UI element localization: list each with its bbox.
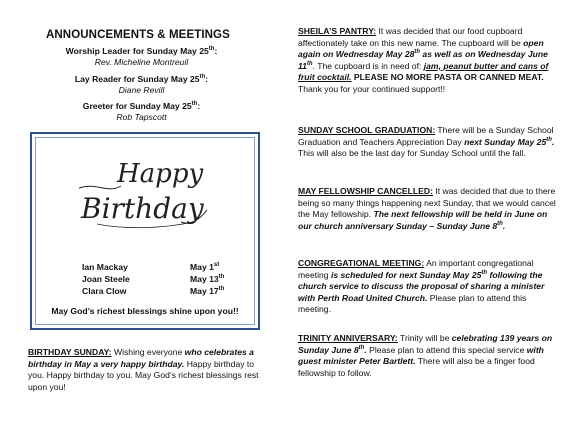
sheilas-pantry-text-4: . The cupboard is in need of: [312,60,424,71]
sheilas-pantry-paragraph [298,26,560,96]
birthday-date-block [190,274,224,284]
birthday-sunday-paragraph [28,347,264,393]
worship-leader-name: Rev. Micheline Montreuil [94,57,189,67]
trinity-anniversary-heading: TRINITY ANNIVERSARY: [298,333,398,343]
sheilas-pantry-text-3: as well as on Wednesday June 11 [298,49,548,71]
birthday-text: Birthday [81,192,204,225]
birthday-date: May 17 [190,286,219,296]
lay-reader-block: Lay Reader for Sunday May 25th: Diane Revill [0,74,283,96]
worship-leader-sup: th [208,46,215,52]
trinity-anniversary-text-1: Trinity will be [397,333,452,343]
trinity-anniversary-sup: th [358,344,365,351]
may-fellowship-sup: th [497,220,503,227]
sheilas-pantry-text-6: PLEASE NO MORE PASTA OR CANNED MEAT. [351,72,544,83]
trinity-anniversary-text-2: celebrating 139 years on Sunday June 8 [298,333,553,355]
trinity-anniversary-text-5: with guest minister Peter Bartlett. [298,344,544,367]
congregational-meeting-text-2: is scheduled for next Sunday May 25 [330,269,482,280]
sheilas-pantry-sup-2: th [306,60,313,67]
birthday-blessing: May God’s richest blessings shine upon you!! [51,306,239,316]
sheilas-pantry-text-5: jam, peanut butter and cans of fruit cocktail. [298,60,549,83]
sunday-school-text-1: There will be a Sunday School Graduation and Teachers Appreciation Day [298,125,554,147]
sheilas-pantry-sup-1: th [414,49,421,56]
greeter-label: Greeter for Sunday May 25 [82,101,192,111]
birthday-date-block [190,262,219,272]
birthday-date: May 1 [190,262,214,272]
birthday-date-sup: th [218,286,225,292]
birthday-row [82,274,232,286]
lay-reader-sup: th [199,74,206,80]
trinity-anniversary-text-3: . [364,344,367,355]
may-fellowship-heading: MAY FELLOWSHIP CANCELLED: [298,186,433,196]
birthday-sunday-text-3: Happy birthday to you. Happy birthday to you. May God’s richest blessings rest upon you! [28,358,259,392]
sunday-school-text-4: This will also be the last day for Sunday School until the fall. [298,148,526,159]
birthday-name: Ian Mackay [82,262,128,272]
flourish-left [79,186,121,189]
birthday-date-sup: th [218,274,225,280]
sheilas-pantry-text-7: Thank you for your continued support!! [298,83,446,94]
trinity-anniversary-text-4: Please plan to attend this special service [366,344,527,355]
trinity-anniversary-text-6: There will also be a finger food fellowship to follow. [298,356,535,378]
lay-reader-name: Diane Revill [118,85,165,95]
congregational-meeting-heading: CONGREGATIONAL MEETING: [298,258,425,268]
may-fellowship-text-2: The next fellowship will be held in June on our church anniversary Sunday – Sunday June 8 [298,209,548,231]
sheilas-pantry-heading: SHEILA’S PANTRY: [298,26,377,36]
may-fellowship-paragraph [298,186,560,232]
page-title: ANNOUNCEMENTS & MEETINGS [46,29,230,41]
birthday-name: Joan Steele [82,274,130,284]
greeter-sup: th [191,101,198,107]
happy-text: Happy [117,159,204,189]
congregational-meeting-text-1: An important congregational meeting [298,258,534,280]
birthday-date: May 13 [190,274,219,284]
sunday-school-sup: th [546,136,552,143]
sunday-school-paragraph [298,125,560,160]
congregational-meeting-text-3: following the church service to discuss the proposal of sharing a minister with Perth Road United Church. [298,269,545,303]
may-fellowship-text-3: . [502,220,506,231]
worship-leader-label: Worship Leader for Sunday May 25 [65,46,209,56]
sheilas-pantry-text-1: It was decided that our food cupboard affectionately take on this new name. The cupboard will be [298,26,524,48]
worship-leader-block: Worship Leader for Sunday May 25th: Rev. Micheline Montreuil [0,46,283,68]
sunday-school-text-2: next Sunday May 25 [464,136,547,147]
trinity-anniversary-paragraph [298,333,560,379]
birthday-date-sup: st [213,262,220,268]
greeter-block: Greeter for Sunday May 25th: Rob Tapscott [0,101,283,123]
birthday-name: Clara Clow [82,286,127,296]
happy-birthday-script [77,152,209,230]
congregational-meeting-sup: th [481,269,488,276]
greeter-name: Rob Tapscott [116,112,167,122]
birthday-sunday-heading: BIRTHDAY SUNDAY: [28,347,112,357]
birthday-card [30,132,260,330]
birthday-sunday-text-2: who celebrates a birthday in May a very happy birthday. [28,347,254,369]
birthday-list [82,262,232,298]
birthday-row [82,286,232,298]
birthday-row [82,262,232,274]
congregational-meeting-paragraph [298,258,560,316]
lay-reader-label: Lay Reader for Sunday May 25 [74,74,200,84]
sheilas-pantry-text-2: open again on Wednesday May 28 [298,37,544,60]
sunday-school-text-3: . [551,136,555,147]
birthday-date-block [190,286,224,296]
sunday-school-heading: SUNDAY SCHOOL GRADUATION: [298,125,436,135]
congregational-meeting-text-4: Please plan to attend this meeting. [298,292,527,315]
birthday-sunday-text-1: Wishing everyone [111,347,185,357]
may-fellowship-text-1: It was decided that due to there being so many things happening next Sunday, that we would cancel the May fellowship. [298,186,556,220]
